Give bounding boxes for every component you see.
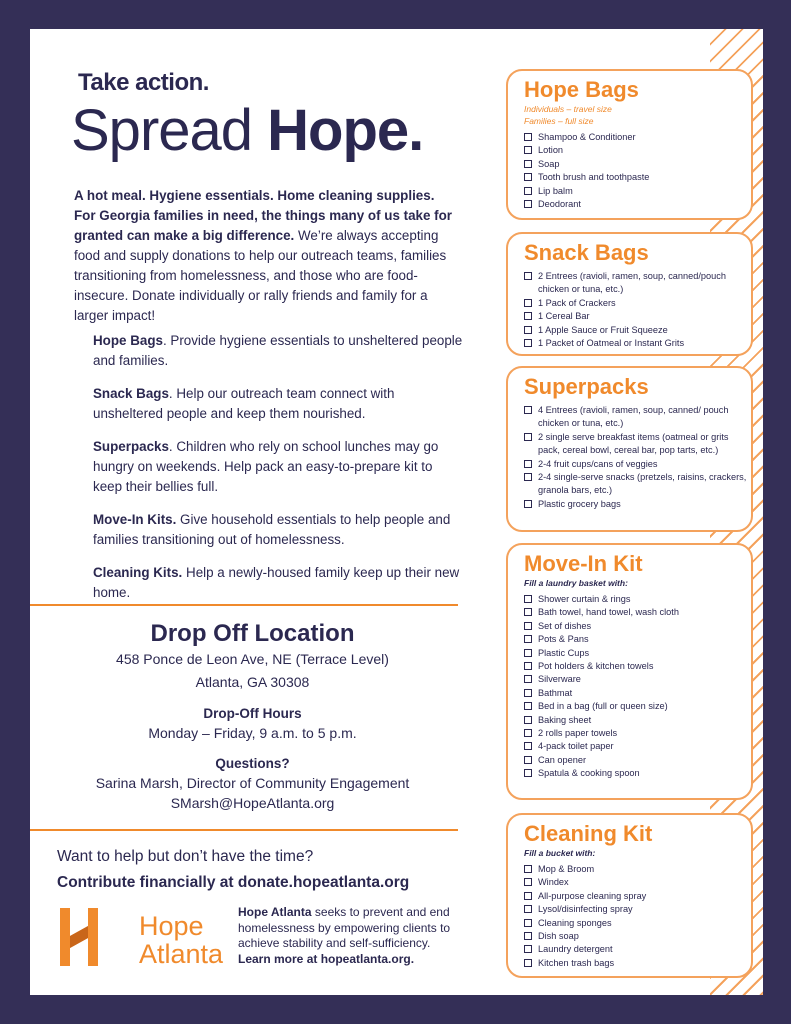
checklist-item[interactable] (524, 754, 751, 767)
checklist-item-label: Bed in a bag (full or queen size) (538, 701, 668, 712)
checklist-item[interactable] (524, 727, 751, 740)
checklist-item[interactable] (524, 593, 751, 606)
checkbox-icon[interactable] (524, 299, 532, 307)
checkbox-icon[interactable] (524, 756, 532, 764)
intro-rest: We’re always accepting food and supply donations to help our outreach teams, families transitioning from homelessness, and those who are food-insecure. Donate individually or rally friends and family for a larger impact! (74, 228, 447, 323)
checkbox-icon[interactable] (524, 160, 532, 168)
checkbox-icon[interactable] (524, 635, 532, 643)
checklist-item[interactable] (524, 700, 751, 713)
checkbox-icon[interactable] (524, 919, 532, 927)
checklist-item-label: Lotion (538, 145, 564, 156)
checklist-item-label: Deodorant (538, 199, 581, 210)
checklist-item-label: All-purpose cleaning spray (538, 890, 647, 901)
checkbox-icon[interactable] (524, 500, 532, 508)
move-in-kit-list (524, 593, 751, 781)
checklist-item-label: 2-4 fruit cups/cans of veggies (538, 458, 658, 469)
checklist-item[interactable] (524, 270, 751, 297)
program-item (93, 384, 463, 424)
about-paragraph (238, 905, 470, 967)
checklist-item[interactable] (524, 943, 751, 956)
checklist-item[interactable] (524, 957, 751, 970)
checklist-item[interactable] (524, 337, 751, 350)
checklist-item[interactable] (524, 647, 751, 660)
intro-paragraph (74, 186, 459, 326)
drop-off-hours: Monday – Friday, 9 a.m. to 5 p.m. (148, 725, 357, 741)
drop-off-address-line1: 458 Ponce de Leon Ave, NE (Terrace Level) (116, 651, 389, 667)
checkbox-icon[interactable] (524, 662, 532, 670)
checklist-item-label: 1 Cereal Bar (538, 311, 590, 322)
cleaning-kit-box (506, 813, 753, 978)
checklist-item[interactable] (524, 890, 751, 903)
about-text: seeks to prevent and end homelessness by empowering clients to achieve stability and self-sufficiency. (238, 905, 451, 950)
checklist-item[interactable] (524, 171, 751, 184)
checklist-item-label: 4 Entrees (ravioli, ramen, soup, canned/ pouch chicken or tuna, etc.) (538, 405, 729, 429)
snack-bags-list (524, 270, 751, 350)
checklist-item[interactable] (524, 660, 751, 673)
checklist-item-label: Can opener (538, 754, 587, 765)
spread-hope-heading (71, 97, 423, 164)
checkbox-icon[interactable] (524, 173, 532, 181)
program-text: Give household essentials to help people and families transitioning out of homelessness. (93, 512, 451, 547)
checklist-item-label: 2 Entrees (ravioli, ramen, soup, canned/pouch chicken or tuna, etc.) (538, 271, 726, 295)
program-item (93, 437, 463, 497)
checkbox-icon[interactable] (524, 133, 532, 141)
drop-off-address-line2: Atlanta, GA 30308 (195, 674, 310, 690)
checklist-item-label: Pot holders & kitchen towels (538, 661, 654, 672)
checkbox-icon[interactable] (524, 675, 532, 683)
checklist-item[interactable] (524, 324, 751, 337)
hope-bags-list (524, 131, 751, 211)
superpacks-box (506, 366, 753, 532)
checkbox-icon[interactable] (524, 689, 532, 697)
checklist-item-label: Baking sheet (538, 714, 592, 725)
checkbox-icon[interactable] (524, 959, 532, 967)
about-org-name: Hope Atlanta (238, 905, 312, 919)
checkbox-icon[interactable] (524, 433, 532, 441)
checklist-item-label: Pots & Pans (538, 634, 589, 645)
checklist-item-label: Shower curtain & rings (538, 594, 631, 604)
move-in-kit-box (506, 543, 753, 800)
checklist-item[interactable] (524, 158, 751, 171)
checklist-item-label: Laundry detergent (538, 944, 613, 955)
checklist-item-label: Lip balm (538, 185, 573, 196)
cta-donate-link[interactable]: Contribute financially at donate.hopeatlanta.org (57, 874, 410, 891)
checklist-item[interactable] (524, 404, 751, 431)
checklist-item-label: 1 Packet of Oatmeal or Instant Grits (538, 338, 685, 349)
checklist-item[interactable] (524, 917, 751, 930)
checkbox-icon[interactable] (524, 608, 532, 616)
checklist-item[interactable] (524, 198, 751, 211)
checkbox-icon[interactable] (524, 460, 532, 468)
spread-word: Spread (71, 98, 268, 163)
checklist-item-label: 1 Pack of Crackers (538, 297, 616, 308)
checkbox-icon[interactable] (524, 892, 532, 900)
checklist-item-label: 1 Apple Sauce or Fruit Squeeze (538, 324, 668, 335)
checkbox-icon[interactable] (524, 769, 532, 777)
hope-bags-box (506, 69, 753, 220)
drop-off-title: Drop Off Location (150, 620, 355, 647)
drop-off-hours-title: Drop-Off Hours (203, 706, 302, 721)
checkbox-icon[interactable] (524, 932, 532, 940)
checklist-item-label: Lysol/disinfecting spray (538, 904, 633, 915)
program-list (93, 331, 463, 616)
checkbox-icon[interactable] (524, 473, 532, 481)
checklist-item[interactable] (524, 687, 751, 700)
contact-email[interactable]: SMarsh@HopeAtlanta.org (170, 795, 335, 811)
program-item (93, 510, 463, 550)
checklist-item-label: Shampoo & Conditioner (538, 132, 636, 142)
box-title: Cleaning Kit (524, 821, 653, 846)
checklist-item-label: 4-pack toilet paper (538, 741, 614, 752)
checklist-item-label: 2 single serve breakfast items (oatmeal or grits pack, cereal bowl, cereal bar, pop tarts, etc.) (538, 431, 729, 456)
superpacks-list (524, 404, 751, 511)
checklist-item[interactable] (524, 498, 751, 511)
checklist-item-label: Set of dishes (538, 620, 592, 631)
program-name: Move-In Kits. (93, 512, 177, 527)
logo-text-hope: Hope (139, 911, 204, 941)
logo-h-mark-icon (54, 906, 134, 968)
flyer-page (30, 29, 763, 995)
divider-top (30, 604, 458, 606)
checkbox-icon[interactable] (524, 945, 532, 953)
program-name: Snack Bags (93, 386, 169, 401)
checkbox-icon[interactable] (524, 905, 532, 913)
checkbox-icon[interactable] (524, 146, 532, 154)
program-item (93, 563, 463, 603)
program-name: Superpacks (93, 439, 169, 454)
checklist-item-label: Silverware (538, 674, 581, 685)
box-note: Fill a bucket with: (524, 848, 596, 858)
about-learn-more[interactable]: Learn more at hopeatlanta.org. (238, 951, 415, 966)
checklist-item[interactable] (524, 876, 751, 889)
checklist-item[interactable] (524, 131, 751, 144)
checklist-item-label: Soap (538, 158, 560, 169)
questions-title: Questions? (215, 756, 290, 771)
hope-word: Hope. (267, 98, 424, 163)
checklist-item[interactable] (524, 185, 751, 198)
checklist-item[interactable] (524, 606, 751, 619)
checklist-item[interactable] (524, 714, 751, 727)
box-subtitle: Families – full size (524, 116, 594, 126)
checklist-item-label: Mop & Broom (538, 864, 595, 874)
intro-bold: A hot meal. Hygiene essentials. Home cleaning supplies. For Georgia families in need, the things many of us take for granted can make a big difference. (74, 188, 452, 243)
checklist-item-label: Plastic grocery bags (538, 498, 621, 509)
checklist-item-label: 2-4 single-serve snacks (pretzels, raisins, crackers, granola bars, etc.) (538, 472, 747, 496)
logo-text-atlanta: Atlanta (139, 939, 224, 969)
box-title: Snack Bags (524, 240, 649, 265)
program-name: Hope Bags (93, 333, 163, 348)
checklist-item[interactable] (524, 740, 751, 753)
checkbox-icon[interactable] (524, 187, 532, 195)
checklist-item-label: Tooth brush and toothpaste (538, 172, 650, 183)
checkbox-icon[interactable] (524, 878, 532, 886)
checklist-item[interactable] (524, 767, 751, 780)
checklist-item-label: Cleaning sponges (538, 917, 612, 928)
cleaning-kit-list (524, 863, 751, 970)
checklist-item[interactable] (524, 633, 751, 646)
checkbox-icon[interactable] (524, 865, 532, 873)
checklist-item[interactable] (524, 431, 751, 458)
checkbox-icon[interactable] (524, 272, 532, 280)
program-text: . Children who rely on school lunches may go hungry on weekends. Help pack an easy-to-prepare kit to keep their bellies full. (93, 439, 439, 494)
program-text: . Provide hygiene essentials to unsheltered people and families. (93, 333, 463, 368)
checklist-item[interactable] (524, 903, 751, 916)
program-text: . Help our outreach team connect with unsheltered people and keep them nourished. (93, 386, 395, 421)
checklist-item-label: Plastic Cups (538, 647, 590, 658)
checklist-item-label: 2 rolls paper towels (538, 728, 618, 739)
checkbox-icon[interactable] (524, 622, 532, 630)
checkbox-icon[interactable] (524, 716, 532, 724)
checklist-item-label: Spatula & cooking spoon (538, 768, 640, 779)
checklist-item[interactable] (524, 863, 751, 876)
box-subtitle: Individuals – travel size (524, 104, 612, 114)
checklist-item[interactable] (524, 673, 751, 686)
checkbox-icon[interactable] (524, 595, 532, 603)
checklist-item[interactable] (524, 471, 751, 498)
checklist-item-label: Bathmat (538, 687, 573, 698)
checklist-item-label: Kitchen trash bags (538, 957, 615, 968)
take-action-heading: Take action. (78, 69, 209, 96)
program-name: Cleaning Kits. (93, 565, 183, 580)
checklist-item-label: Bath towel, hand towel, wash cloth (538, 607, 679, 618)
checklist-item[interactable] (524, 620, 751, 633)
checkbox-icon[interactable] (524, 312, 532, 320)
checkbox-icon[interactable] (524, 339, 532, 347)
checkbox-icon[interactable] (524, 406, 532, 414)
checklist-item-label: Dish soap (538, 931, 579, 942)
contact-name: Sarina Marsh, Director of Community Engagement (95, 775, 410, 791)
checkbox-icon[interactable] (524, 729, 532, 737)
box-title: Hope Bags (524, 77, 639, 102)
program-text: Help a newly-housed family keep up their new home. (93, 565, 460, 600)
checklist-item[interactable] (524, 458, 751, 471)
checkbox-icon[interactable] (524, 742, 532, 750)
checklist-item-label: Windex (538, 877, 569, 888)
hope-atlanta-logo (54, 906, 224, 968)
checkbox-icon[interactable] (524, 200, 532, 208)
checklist-item[interactable] (524, 310, 751, 323)
checkbox-icon[interactable] (524, 649, 532, 657)
box-title: Move-In Kit (524, 551, 643, 576)
divider-bottom (30, 829, 458, 831)
checkbox-icon[interactable] (524, 326, 532, 334)
program-item (93, 331, 463, 371)
checklist-item[interactable] (524, 297, 751, 310)
cta-question: Want to help but don’t have the time? (57, 848, 314, 865)
checklist-item[interactable] (524, 930, 751, 943)
checkbox-icon[interactable] (524, 702, 532, 710)
checklist-item[interactable] (524, 144, 751, 157)
snack-bags-box (506, 232, 753, 356)
box-title: Superpacks (524, 374, 649, 399)
box-note: Fill a laundry basket with: (524, 578, 628, 588)
